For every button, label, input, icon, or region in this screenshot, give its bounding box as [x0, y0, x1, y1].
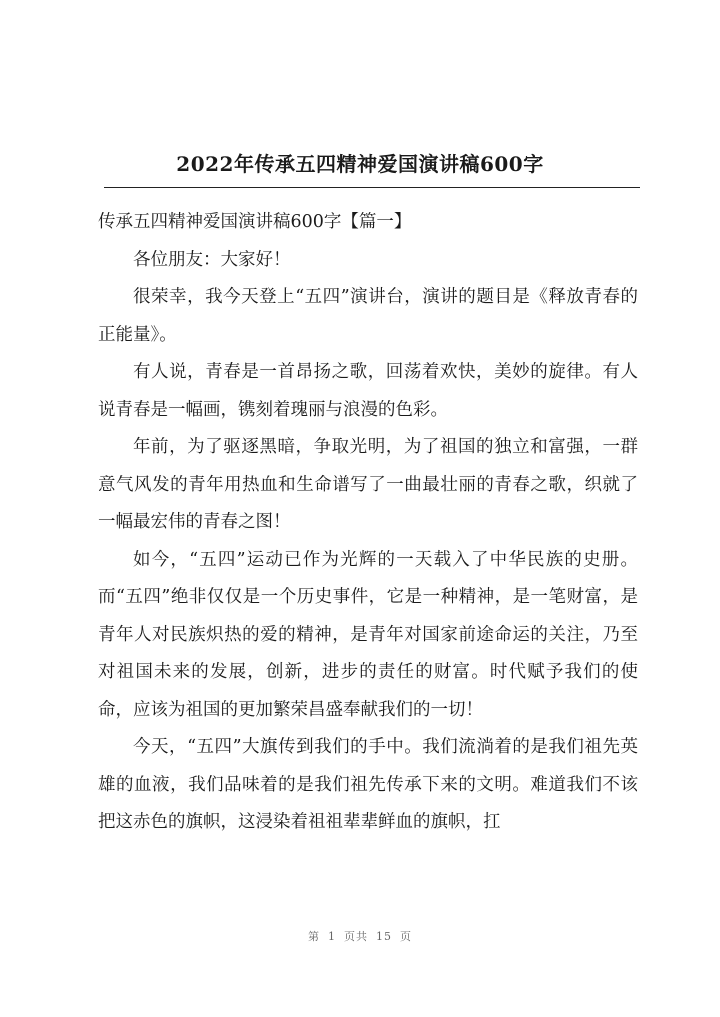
- footer-suffix: 页: [400, 930, 412, 943]
- section-heading: 传承五四精神爱国演讲稿600字【篇一】: [98, 212, 412, 232]
- paragraph: 有人说，青春是一首昂扬之歌，回荡着欢快，美妙的旋律。有人说青春是一幅画，镌刻着瑰丽与浪漫的色彩。: [98, 362, 638, 420]
- current-page-number: 1: [328, 930, 336, 943]
- total-pages: 15: [376, 930, 392, 943]
- paragraph: 如今，“五四”运动已作为光辉的一天载入了中华民族的史册。而“五四”绝非仅仅是一个历史事件，它是一种精神，是一笔财富，是青年人对民族炽热的爱的精神，是青年对国家前途命运的关注，乃至对祖国未来的发展，创新，进步的责任的财富。时代赋予我们的使命，应该为祖国的更加繁荣昌盛奉献我们的一切！: [98, 549, 638, 720]
- paragraph: 今天，“五四”大旗传到我们的手中。我们流淌着的是我们祖先英雄的血液，我们品味着的是我们祖先传承下来的文明。难道我们不该把这赤色的旗帜，这浸染着祖祖辈辈鲜血的旗帜，扛: [98, 737, 638, 832]
- paragraph-greeting: 各位朋友：大家好！: [133, 249, 291, 270]
- page-title: 2022年传承五四精神爱国演讲稿600字: [176, 152, 544, 176]
- paragraph: 年前，为了驱逐黑暗，争取光明，为了祖国的独立和富强，一群意气风发的青年用热血和生命谱写了一曲最壮丽的青春之歌，织就了一幅最宏伟的青春之图！: [98, 437, 638, 532]
- paragraph: 很荣幸，我今天登上“五四”演讲台，演讲的题目是《释放青春的正能量》。: [98, 287, 638, 345]
- footer-prefix: 第: [308, 930, 320, 943]
- title-divider: [104, 187, 640, 188]
- page-number-footer: [0, 928, 720, 944]
- document-body: [98, 204, 638, 842]
- footer-middle: 页共: [344, 930, 368, 943]
